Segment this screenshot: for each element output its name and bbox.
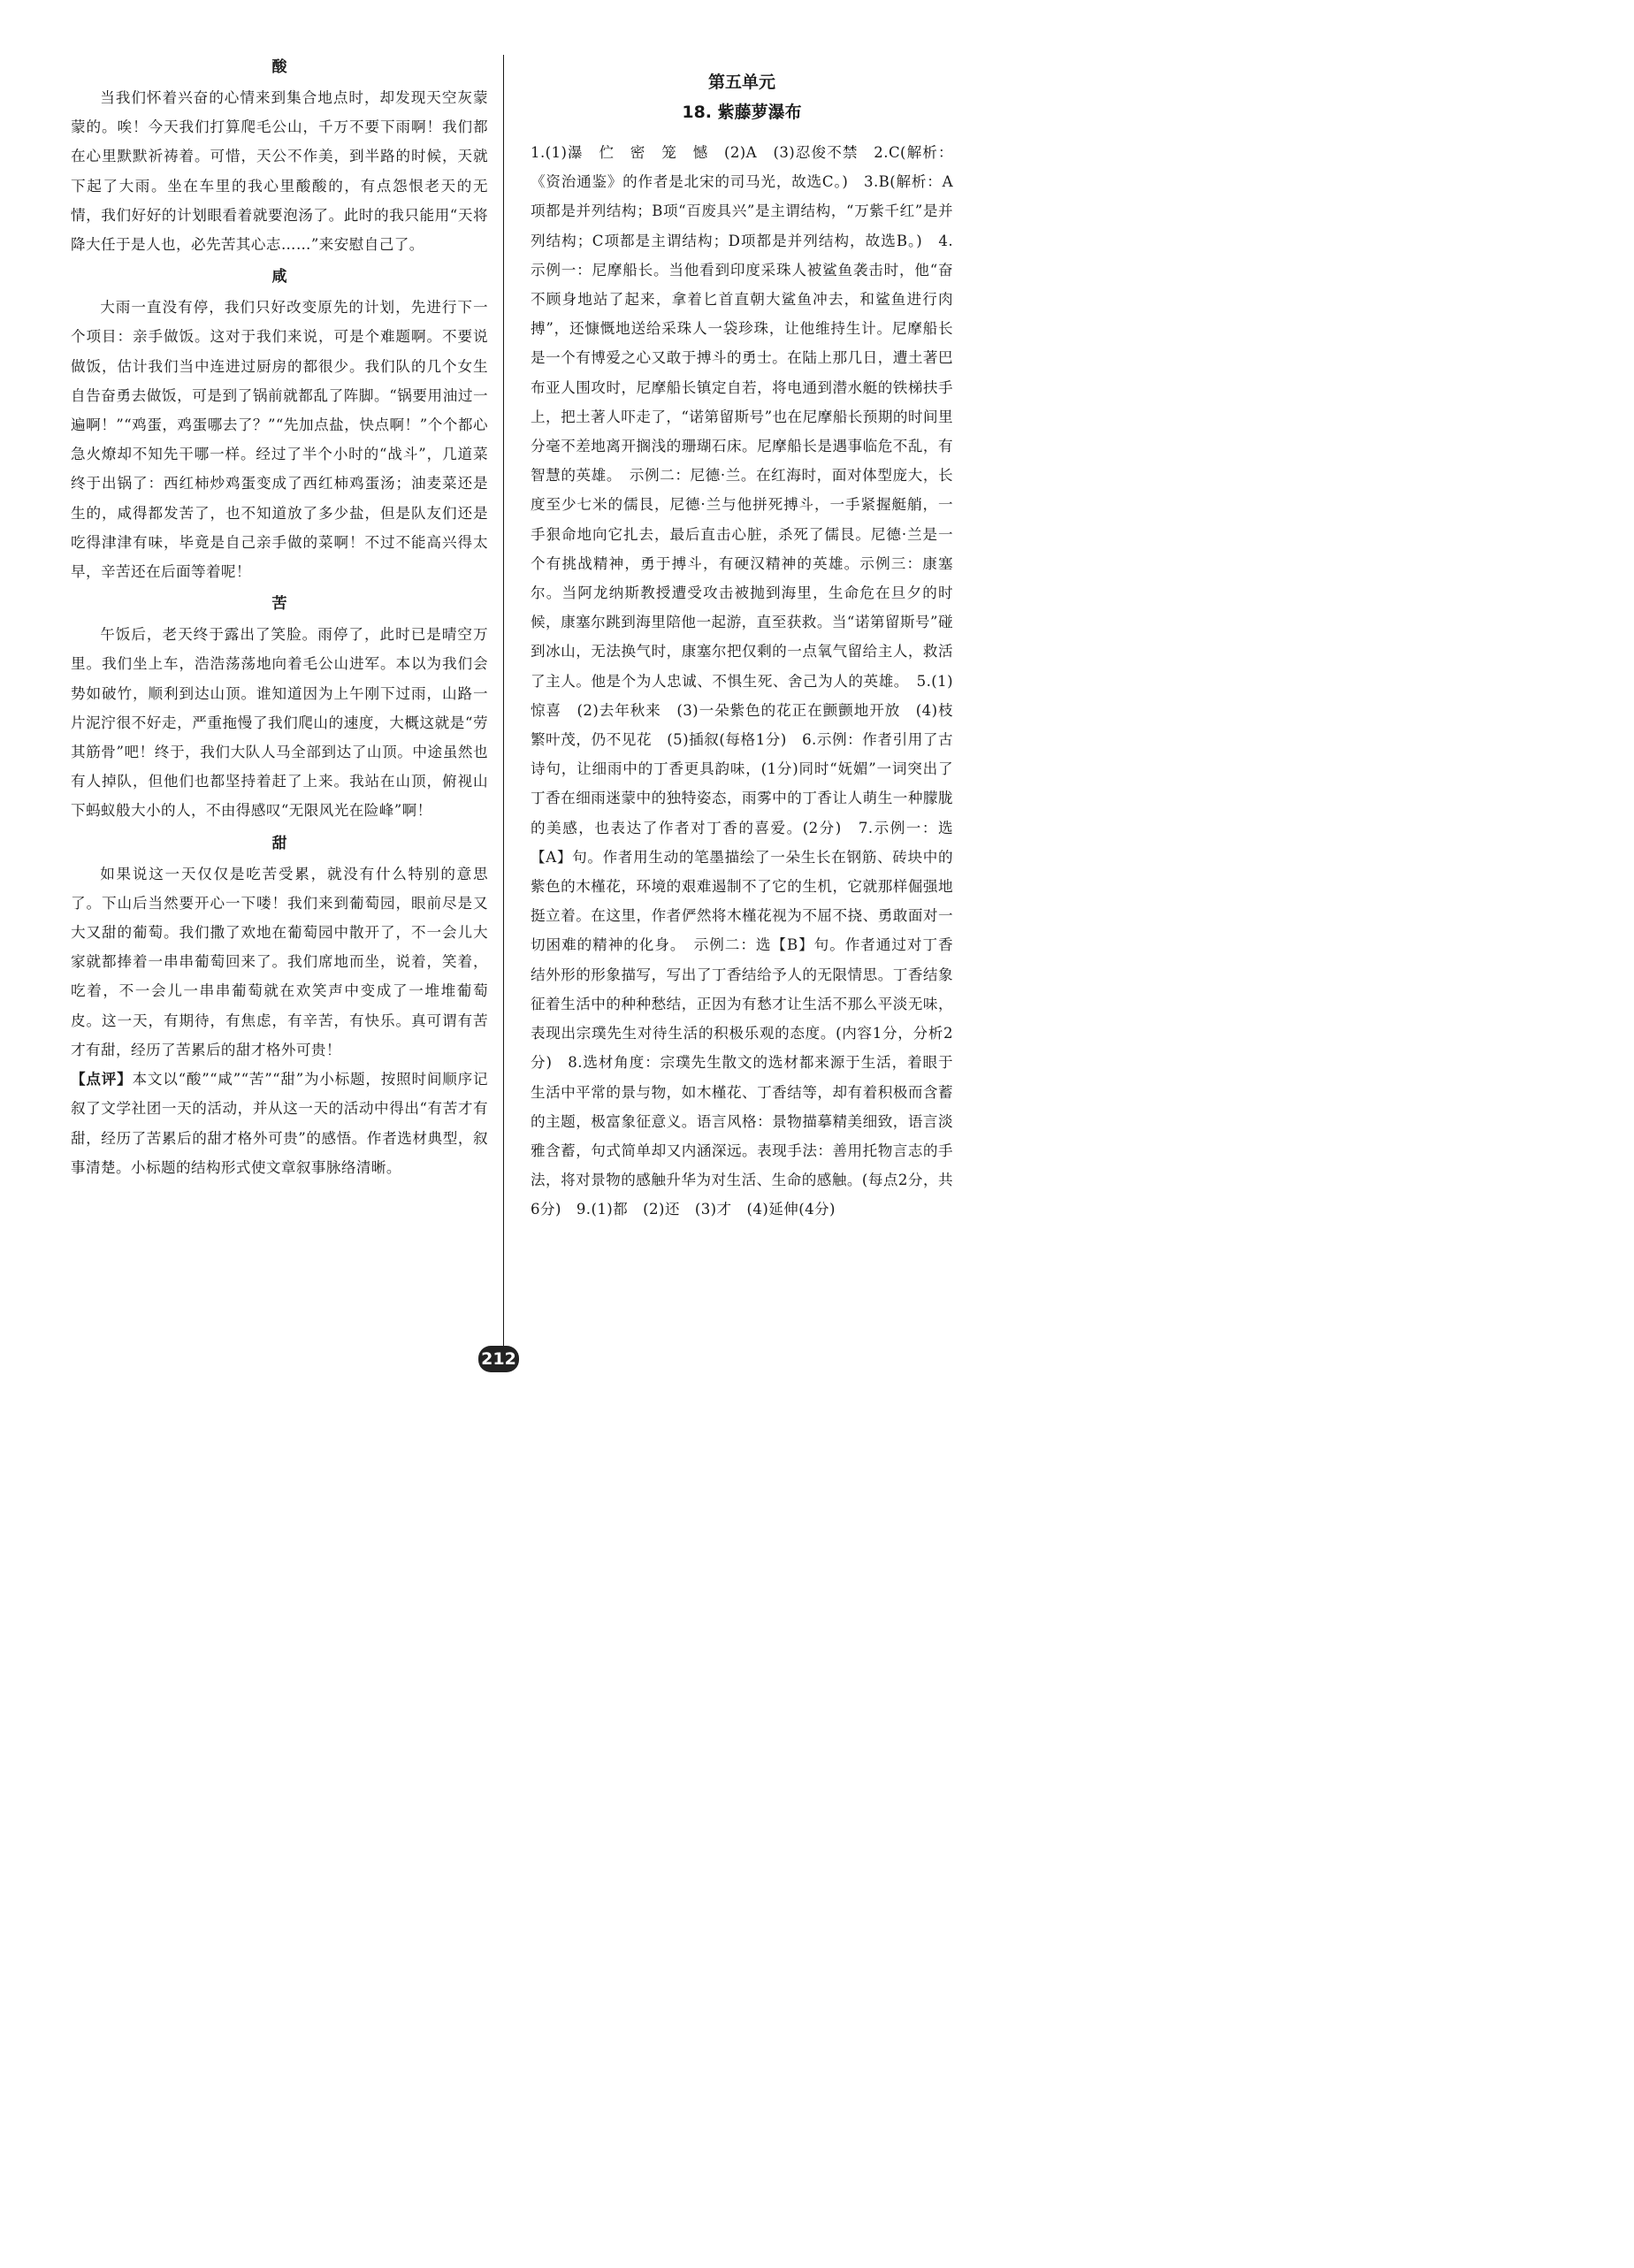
column-divider — [503, 55, 504, 1348]
review-tag: 【点评】 — [71, 1070, 133, 1088]
section-text-tian: 如果说这一天仅仅是吃苦受累，就没有什么特别的意思了。下山后当然要开心一下喽！我们来到葡萄园，眼前尽是又大又甜的葡萄。我们撒了欢地在葡萄园中散开了，不一会儿大家就都捧着一串串葡萄回来了。我们席地而坐，说着，笑着，吃着，不一会儿一串串葡萄就在欢笑声中变成了一堆堆葡萄皮。这一天，有期待，有焦虑，有辛苦，有快乐。真可谓有苦才有甜，经历了苦累后的甜才格外可贵！ — [71, 865, 488, 1058]
right-column — [531, 53, 953, 1225]
left-column — [71, 53, 488, 1182]
section-text-xian: 大雨一直没有停，我们只好改变原先的计划，先进行下一个项目：亲手做饭。这对于我们来说，可是个难题啊。不要说做饭，估计我们当中连进过厨房的都很少。我们队的几个女生自告奋勇去做饭，可是到了锅前就都乱了阵脚。“锅要用油过一遍啊！”“鸡蛋，鸡蛋哪去了？”“先加点盐，快点啊！”个个都心急火燎却不知先干哪一样。经过了半个小时的“战斗”，几道菜终于出锅了：西红柿炒鸡蛋变成了西红柿鸡蛋汤；油麦菜还是生的，咸得都发苦了，也不知道放了多少盐，但是队友们还是吃得津津有味，毕竟是自己亲手做的菜啊！不过不能高兴得太早，辛苦还在后面等着呢！ — [71, 299, 488, 581]
answer-text: 1.(1)瀑 伫 密 笼 憾 (2)A (3)忍俊不禁 2.C(解析：《资治通鉴》的作者是北宋的司马光，故选C。) 3.B(解析：A项都是并列结构；B项“百废具兴”是主谓结构，“万紫千红”是并列结构；C项都是主谓结构；D项都是并列结构，故选B。) 4.示例一：尼摩船长。当他看到印度采珠人被鲨鱼袭击时，他“奋不顾身地站了起来，拿着匕首直朝大鲨鱼冲去，和鲨鱼进行肉搏”，还慷慨地送给采珠人一袋珍珠，让他维持生计。尼摩船长是一个有博爱之心又敢于搏斗的勇士。在陆上那几日，遭土著巴布亚人围攻时，尼摩船长镇定自若，将电通到潜水艇的铁梯扶手上，把土著人吓走了，“诺第留斯号”也在尼摩船长预期的时间里分毫不差地离开搁浅的珊瑚石床。尼摩船长是遇事临危不乱，有智慧的英雄。 示例二：尼德·兰。在红海时，面对体型庞大，长度至少七米的儒艮，尼德·兰与他拼死搏斗，一手紧握艇艄，一手狠命地向它扎去，最后直击心脏，杀死了儒艮。尼德·兰是一个有挑战精神，勇于搏斗，有硬汉精神的英雄。示例三：康塞尔。当阿龙纳斯教授遭受攻击被抛到海里，生命危在旦夕的时候，康塞尔跳到海里陪他一起游，直至获救。当“诺第留斯号”碰到冰山，无法换气时，康塞尔把仅剩的一点氧气留给主人，救活了主人。他是个为人忠诚、不惧生死、舍己为人的英雄。 5.(1)惊喜 (2)去年秋来 (3)一朵紫色的花正在颤颤地开放 (4)枝繁叶茂，仍不见花 (5)插叙(每格1分) 6.示例：作者引用了古诗句，让细雨中的丁香更具韵味，(1分)同时“妩媚”一词突出了丁香在细雨迷蒙中的独特姿态，雨雾中的丁香让人萌生一种朦胧的美感，也表达了作者对丁香的喜爱。(2分) 7.示例一：选【A】句。作者用生动的笔墨描绘了一朵生长在钢筋、砖块中的紫色的木槿花，环境的艰难遏制不了它的生机，它就那样倔强地挺立着。在这里，作者俨然将木槿花视为不屈不挠、勇敢面对一切困难的精神的化身。 示例二：选【B】句。作者通过对丁香结外形的形象描写，写出了丁香结给予人的无限情思。丁香结象征着生活中的种种愁结，正因为有愁才让生活不那么平淡无味，表现出宗璞先生对待生活的积极乐观的态度。(内容1分，分析2分) 8.选材角度：宗璞先生散文的选材都来源于生活，着眼于生活中平常的景与物，如木槿花、丁香结等，却有着积极而含蓄的主题，极富象征意义。语言风格：景物描摹精美细致，语言淡雅含蓄，句式简单却又内涵深远。表现手法：善用托物言志的手法，将对景物的感触升华为对生活、生命的感触。(每点2分，共6分) 9.(1)都 (2)还 (3)才 (4)延伸(4分) — [531, 144, 953, 1218]
section-text-ku: 午饭后，老天终于露出了笑脸。雨停了，此时已是晴空万里。我们坐上车，浩浩荡荡地向着毛公山进军。本以为我们会势如破竹，顺利到达山顶。谁知道因为上午刚下过雨，山路一片泥泞很不好走，严重拖慢了我们爬山的速度，大概这就是“劳其筋骨”吧！终于，我们大队人马全部到达了山顶。中途虽然也有人掉队，但他们也都坚持着赶了上来。我站在山顶，俯视山下蚂蚁般大小的人，不由得感叹“无限风光在险峰”啊！ — [71, 626, 488, 820]
section-heading-xian: 咸 — [271, 268, 287, 286]
review-paragraph — [71, 1065, 488, 1182]
unit-title: 第五单元 — [707, 73, 775, 92]
lesson-title: 18. 紫藤萝瀑布 — [682, 103, 802, 122]
section-heading-ku: 苦 — [271, 595, 287, 614]
review-text: 本文以“酸”“咸”“苦”“甜”为小标题，按照时间顺序记叙了文学社团一天的活动，并从这一天的活动中得出“有苦才有甜，经历了苦累后的甜才格外可贵”的感悟。作者选材典型，叙事清楚。小标题的结构形式使文章叙事脉络清晰。 — [71, 1071, 488, 1176]
section-heading-tian: 甜 — [271, 834, 287, 852]
section-heading-suan: 酸 — [271, 58, 287, 76]
page-number-badge: 212 — [478, 1346, 519, 1372]
section-text-suan: 当我们怀着兴奋的心情来到集合地点时，却发现天空灰蒙蒙的。唉！今天我们打算爬毛公山，千万不要下雨啊！我们都在心里默默祈祷着。可惜，天公不作美，到半路的时候，天就下起了大雨。坐在车里的我心里酸酸的，有点怨恨老天的无情，我们好好的计划眼看着就要泡汤了。此时的我只能用“天将降大任于是人也，必先苦其心志……”来安慰自己了。 — [71, 89, 488, 254]
answer-page — [0, 0, 999, 1386]
